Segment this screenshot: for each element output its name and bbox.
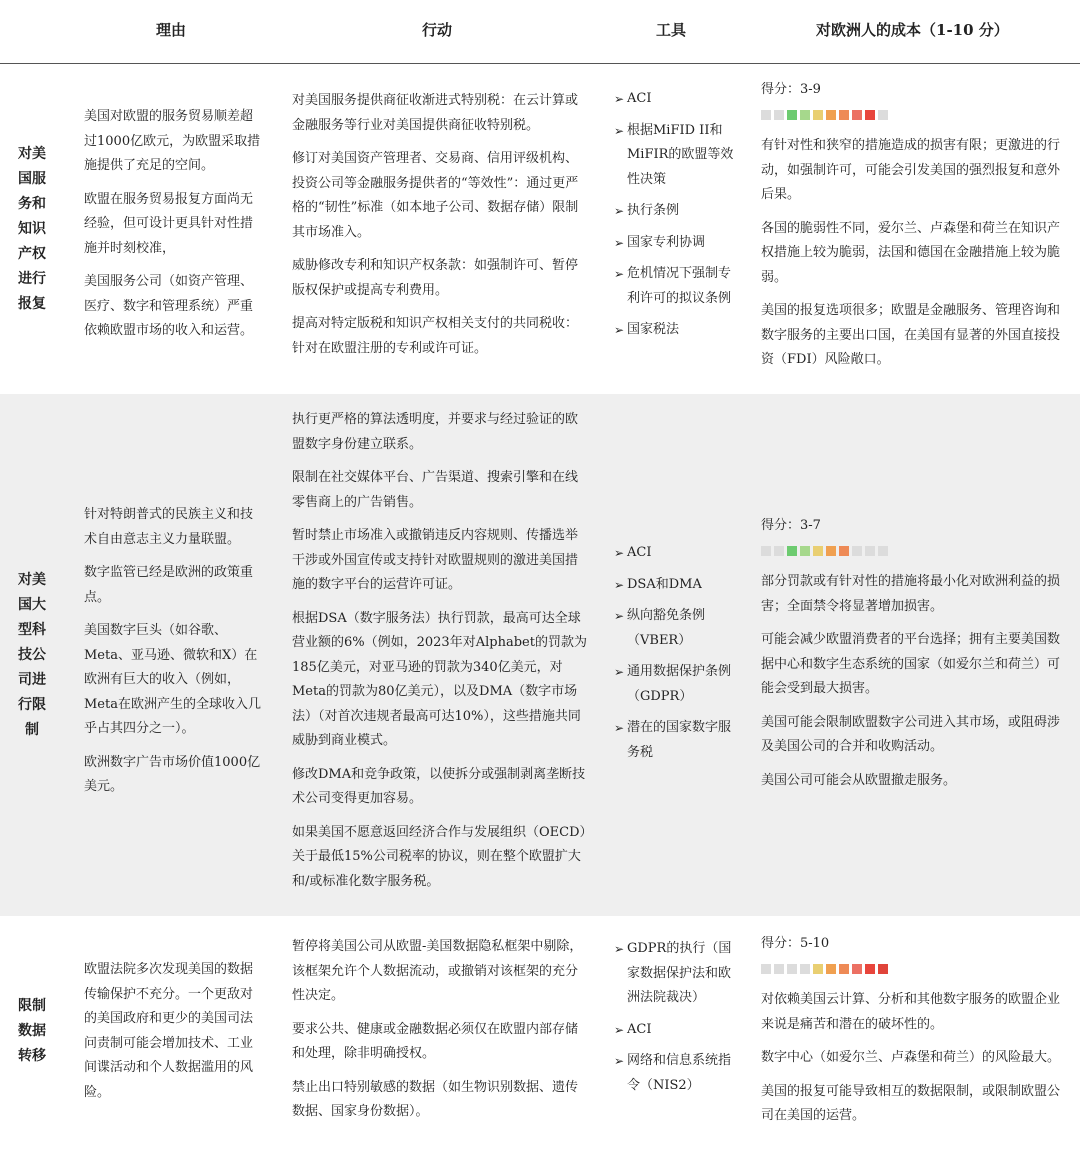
table-header [0, 0, 1080, 64]
tool-label: ACI [627, 91, 652, 106]
topic-line: 限制 [18, 998, 46, 1014]
action-text: 要求公共、健康或金融数据必须仅在欧盟内部存储和处理，除非明确授权。 [292, 1021, 579, 1061]
score-square [761, 110, 771, 120]
score-square [787, 546, 797, 556]
cost-text: 有针对性和狭窄的措施造成的损害有限；更激进的行动，如强制许可，可能会引发美国的强烈报复和意外后果。 [761, 138, 1061, 202]
reason-text: 欧盟在服务贸易报复方面尚无经验，但可设计更具针对性措施并时刻校准， [84, 191, 254, 256]
reason-cell [84, 958, 262, 1114]
header-action: 行动 [422, 21, 453, 39]
tool-label: 根据MiFID II和MiFIR的欧盟等效性决策 [627, 122, 734, 187]
score-square [761, 964, 771, 974]
score-square [800, 546, 810, 556]
arrow-bullet-icon: ➢ [614, 942, 625, 956]
row-topic [8, 994, 56, 1069]
row-topic [8, 142, 56, 317]
arrow-bullet-icon: ➢ [614, 235, 625, 250]
arrow-bullet-icon: ➢ [614, 204, 625, 218]
tool-label: 国家税法 [627, 322, 680, 337]
cost-text: 美国的报复可能导致相互的数据限制，或限制欧盟公司在美国的运营。 [761, 1083, 1061, 1123]
cost-cell [761, 78, 1069, 382]
score-square [878, 964, 888, 974]
arrow-bullet-icon: ➢ [614, 92, 625, 106]
arrow-bullet-icon: ➢ [614, 323, 625, 337]
reason-text: 针对特朗普式的民族主义和技术自由意志主义力量联盟。 [84, 507, 254, 547]
cost-text: 美国的报复选项很多；欧盟是金融服务、管理咨询和数字服务的主要出口国，在美国有显著的外国直接投资（FDI）风险敞口。 [761, 303, 1061, 367]
topic-line: 务和 [18, 196, 46, 212]
score-square [813, 110, 823, 120]
action-text: 暂时禁止市场准入或撤销违反内容规则、传播选举干涉或外国宣传或支持针对欧盟规则的激进美国措施的数字平台的运营许可证。 [292, 528, 579, 592]
action-text: 禁止出口特别敏感的数据（如生物识别数据、遗传数据、国家身份数据）。 [292, 1079, 579, 1119]
action-cell [292, 408, 588, 903]
reason-text: 数字监管已经是欧洲的政策重点。 [84, 565, 254, 605]
reason-text: 美国数字巨头（如谷歌、Meta、亚马逊、微软和X）在欧洲有巨大的收入（例如，Meta在欧洲产生的全球收入几乎占其四分之一）。 [84, 623, 261, 736]
action-cell [292, 935, 588, 1134]
cost-text: 部分罚款或有针对性的措施将最小化对欧洲利益的损害；全面禁令将显著增加损害。 [761, 574, 1061, 614]
cost-text: 美国可能会限制欧盟数字公司进入其市场，或阻碍涉及美国公司的合并和收购活动。 [761, 714, 1061, 754]
score-square [865, 546, 875, 556]
tool-label: ACI [627, 545, 652, 560]
topic-line: 报复 [18, 296, 46, 312]
tool-item [614, 937, 734, 1011]
score-square [787, 964, 797, 974]
score-square [839, 964, 849, 974]
action-text: 根据DSA（数字服务法）执行罚款，最高可达全球营业额的6%（例如，2023年对Alphabet的罚款为185亿美元，对亚马逊的罚款为340亿美元，对Meta的罚款为80亿美元），以及DMA（数字市场法）（对首次违规者最高可达10%），这些措施共同威胁到商业模式。 [292, 610, 587, 748]
score-square [852, 546, 862, 556]
action-text: 威胁修改专利和知识产权条款：如强制许可、暂停版权保护或提高专利费用。 [292, 258, 579, 298]
tool-label: 国家专利协调 [627, 234, 706, 250]
score-square [813, 546, 823, 556]
tools-cell [614, 937, 734, 1105]
topic-line: 对美 [18, 572, 46, 588]
tool-item [614, 119, 734, 193]
cost-text: 各国的脆弱性不同，爱尔兰、卢森堡和荷兰在知识产权措施上较为脆弱，法国和德国在金融措施上较为脆弱。 [761, 220, 1061, 285]
score-square [865, 964, 875, 974]
arrow-bullet-icon: ➢ [614, 267, 625, 281]
arrow-bullet-icon: ➢ [614, 546, 625, 560]
tool-item [614, 541, 734, 566]
table-row [0, 916, 1080, 1151]
score-square [800, 110, 810, 120]
cost-text: 美国公司可能会从欧盟撤走服务。 [761, 772, 957, 788]
tool-item [614, 262, 734, 311]
tools-cell [614, 87, 734, 350]
score-square [878, 546, 888, 556]
topic-line: 行限 [18, 697, 46, 713]
topic-line: 转移 [18, 1048, 46, 1064]
tool-item [614, 318, 734, 343]
tool-item [614, 1018, 734, 1043]
reason-text: 美国服务公司（如资产管理、医疗、数字和管理系统）严重依赖欧盟市场的收入和运营。 [84, 274, 254, 338]
arrow-bullet-icon: ➢ [614, 577, 625, 592]
score-label: 得分：3-7 [761, 518, 821, 533]
arrow-bullet-icon: ➢ [614, 609, 625, 623]
tool-label: 潜在的国家数字服务税 [627, 720, 732, 760]
score-scale [761, 964, 1069, 974]
tool-item [614, 231, 734, 256]
header-reason: 理由 [156, 21, 187, 39]
action-text: 限制在社交媒体平台、广告渠道、搜索引擎和在线零售商上的广告销售。 [292, 470, 579, 510]
topic-line: 数据 [18, 1023, 46, 1039]
tool-item [614, 573, 734, 598]
tool-item [614, 1049, 734, 1098]
action-text: 执行更严格的算法透明度，并要求与经过验证的欧盟数字身份建立联系。 [292, 412, 579, 452]
action-text: 对美国服务提供商征收渐进式特别税：在云计算或金融服务等行业对美国提供商征收特别税。 [292, 93, 579, 133]
tool-label: 通用数据保护条例（GDPR） [627, 664, 732, 704]
topic-line: 技公 [18, 647, 46, 663]
table-row [0, 64, 1080, 394]
tool-label: 危机情况下强制专利许可的拟议条例 [627, 266, 732, 306]
cost-text: 可能会减少欧盟消费者的平台选择；拥有主要美国数据中心和数字生态系统的国家（如爱尔兰和荷兰）可能会受到最大损害。 [761, 632, 1061, 696]
score-square [826, 964, 836, 974]
score-square [813, 964, 823, 974]
score-square [826, 546, 836, 556]
reason-text: 欧盟法院多次发现美国的数据传输保护不充分。一个更敌对的美国政府和更少的美国司法问责制可能会增加技术、工业间谍活动和个人数据滥用的风险。 [84, 962, 254, 1100]
score-square [774, 546, 784, 556]
cost-cell [761, 932, 1069, 1138]
score-square [865, 110, 875, 120]
action-text: 提高对特定版税和知识产权相关支付的共同税收：针对在欧盟注册的专利或许可证。 [292, 316, 579, 356]
cost-cell [761, 514, 1069, 802]
score-square [839, 110, 849, 120]
score-scale [761, 110, 1069, 120]
score-square [839, 546, 849, 556]
score-scale [761, 546, 1069, 556]
topic-line: 制 [25, 722, 39, 738]
tool-label: 纵向豁免条例（VBER） [627, 608, 706, 648]
topic-line: 产权 [18, 246, 46, 262]
arrow-bullet-icon: ➢ [614, 721, 625, 735]
tool-label: 网络和信息系统指令（NIS2） [627, 1053, 732, 1093]
topic-line: 司进 [18, 672, 46, 688]
tools-cell [614, 541, 734, 772]
score-square [878, 110, 888, 120]
action-text: 暂停将美国公司从欧盟-美国数据隐私框架中剔除，该框架允许个人数据流动，或撤销对该框架的充分性决定。 [292, 939, 583, 1003]
topic-line: 进行 [18, 271, 46, 287]
score-square [852, 964, 862, 974]
tool-label: ACI [627, 1021, 652, 1037]
arrow-bullet-icon: ➢ [614, 665, 625, 679]
header-tools: 工具 [656, 21, 687, 39]
arrow-bullet-icon: ➢ [614, 1022, 625, 1037]
tool-label: DSA和DMA [627, 576, 702, 592]
tool-item [614, 716, 734, 765]
topic-line: 知识 [18, 221, 46, 237]
score-square [774, 110, 784, 120]
action-text: 如果美国不愿意返回经济合作与发展组织（OECD）关于最低15%公司税率的协议，则在整个欧盟扩大和/或标准化数字服务税。 [292, 824, 587, 889]
header-cost: 对欧洲人的成本（1-10 分） [816, 21, 1009, 39]
reason-text: 美国对欧盟的服务贸易顺差超过1000亿欧元，为欧盟采取措施提供了充足的空间。 [84, 109, 261, 173]
tool-item [614, 604, 734, 653]
score-square [787, 110, 797, 120]
topic-line: 对美 [18, 146, 46, 162]
table-row [0, 394, 1080, 916]
score-square [852, 110, 862, 120]
cost-text: 数字中心（如爱尔兰、卢森堡和荷兰）的风险最大。 [761, 1050, 1061, 1065]
reason-cell [84, 105, 262, 353]
row-topic [8, 568, 56, 743]
tool-item [614, 660, 734, 709]
tool-label: 执行条例 [627, 203, 680, 218]
action-text: 修改DMA和竞争政策，以使拆分或强制剥离垄断技术公司变得更加容易。 [292, 766, 586, 806]
reason-cell [84, 503, 262, 809]
topic-line: 国服 [18, 171, 46, 187]
action-cell [292, 89, 588, 370]
score-square [800, 964, 810, 974]
tool-label: GDPR的执行（国家数据保护法和欧洲法院裁决） [627, 941, 732, 1005]
score-square [826, 110, 836, 120]
score-square [761, 546, 771, 556]
score-label: 得分：5-10 [761, 936, 830, 951]
arrow-bullet-icon: ➢ [614, 123, 625, 138]
topic-line: 型科 [18, 622, 46, 638]
score-square [774, 964, 784, 974]
tool-item [614, 199, 734, 224]
action-text: 修订对美国资产管理者、交易商、信用评级机构、投资公司等金融服务提供者的“等效性”：通过更严格的“韧性”标准（如本地子公司、数据存储）限制其市场准入。 [292, 151, 579, 240]
tool-item [614, 87, 734, 112]
topic-line: 国大 [18, 597, 46, 613]
reason-text: 欧洲数字广告市场价值1000亿美元。 [84, 754, 261, 794]
score-label: 得分：3-9 [761, 82, 821, 97]
arrow-bullet-icon: ➢ [614, 1054, 625, 1068]
cost-text: 对依赖美国云计算、分析和其他数字服务的欧盟企业来说是痛苦和潜在的破坏性的。 [761, 992, 1061, 1032]
